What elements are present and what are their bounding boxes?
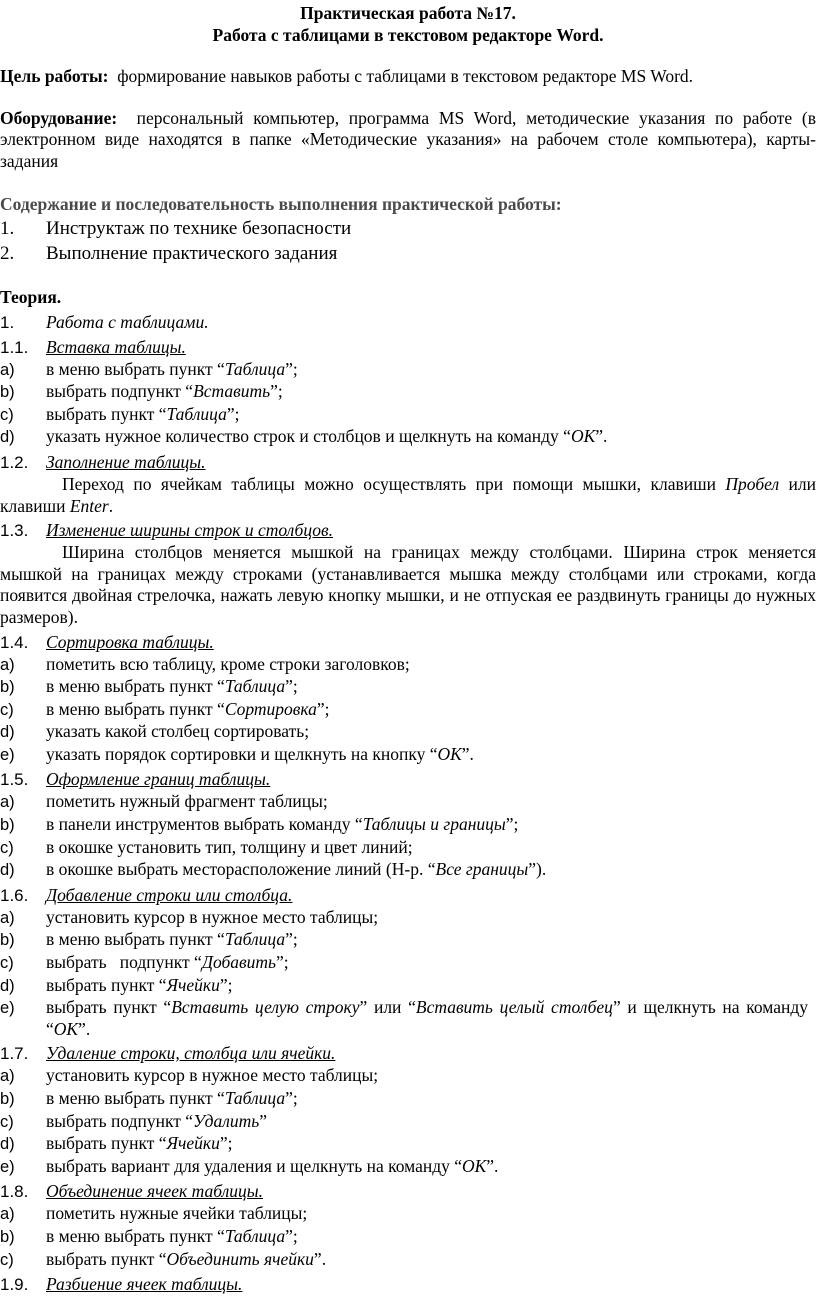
list-text-end: ”;: [285, 676, 298, 697]
list-item: [0, 929, 816, 952]
list-emphasis: Удалить: [193, 1110, 260, 1131]
list-text-end: ”: [259, 1110, 267, 1131]
list-emphasis: Сортировка: [224, 698, 317, 719]
list-label: b): [0, 1227, 15, 1246]
list-label: d): [0, 861, 15, 880]
list-item: [0, 404, 816, 427]
list-emphasis: Вставить целую строку: [171, 997, 360, 1018]
paragraph-text: Переход по ячейкам таблицы можно осуществлять при помощи мышки, клавиши: [62, 473, 726, 494]
list-label: e): [0, 745, 15, 764]
list-text: указать какой столбец сортировать;: [46, 721, 310, 742]
list-label: a): [0, 655, 15, 674]
list-text-end: ”.: [313, 1248, 327, 1269]
list-label: e): [0, 1157, 15, 1176]
section-title: Заполнение таблицы.: [46, 451, 206, 472]
section-1-7-title: [0, 1042, 816, 1065]
list-emphasis: Таблица: [224, 1088, 286, 1108]
list-label: a): [0, 1205, 15, 1224]
list-text: в меню выбрать пункт “: [46, 698, 225, 719]
section-1-8-title: [0, 1180, 816, 1203]
list-text-end: ”;: [226, 403, 240, 424]
section-1-6-title: [0, 884, 816, 907]
content-item-number: 2.: [0, 242, 15, 264]
list-emphasis: ОК: [437, 743, 462, 764]
list-label: c): [0, 954, 14, 973]
list-label: a): [0, 360, 15, 379]
list-label: b): [0, 816, 15, 835]
list-item: [0, 975, 816, 998]
list-text-end: ”;: [285, 358, 298, 379]
list-text-end: ”;: [505, 814, 519, 835]
list-item: [0, 359, 816, 382]
list-item: [0, 1156, 816, 1179]
list-text-end: ”.: [486, 1155, 499, 1176]
theory-heading: Теория.: [0, 286, 62, 307]
list-emphasis: Объединить ячейки: [166, 1248, 314, 1269]
list-item: [0, 952, 816, 975]
list-label: c): [0, 1112, 14, 1131]
section-number: 1.4.: [0, 632, 29, 652]
section-1-1-title: [0, 336, 816, 359]
list-label: a): [0, 908, 15, 927]
content-heading: Содержание и последовательность выполнения практической работы:: [0, 194, 562, 215]
list-text-end: ”.: [461, 743, 474, 764]
list-item: [0, 699, 816, 722]
list-emphasis: Таблица: [224, 676, 286, 697]
list-label: e): [0, 999, 15, 1018]
section-number: 1.2.: [0, 452, 29, 472]
list-text: выбрать пункт “: [46, 1248, 167, 1269]
list-text-end: ”;: [285, 929, 298, 950]
list-emphasis: ОК: [53, 1018, 79, 1039]
section-title: Сортировка таблицы.: [46, 631, 214, 652]
list-text: в окошке установить тип, толщину и цвет линий;: [46, 836, 413, 857]
list-item: [0, 1203, 816, 1226]
section-title: Вставка таблицы.: [46, 336, 186, 357]
section-number: 1.5.: [0, 770, 29, 790]
list-label: d): [0, 1135, 15, 1154]
content-item: [0, 241, 816, 266]
list-text: в меню выбрать пункт “: [46, 1225, 225, 1246]
list-text: ” или “: [359, 997, 416, 1018]
section-number: 1.8.: [0, 1182, 29, 1202]
content-item: [0, 216, 816, 241]
section-number: 1.: [0, 312, 15, 332]
section-number: 1.9.: [0, 1275, 29, 1295]
list-item: [0, 1133, 816, 1156]
equipment-paragraph: [0, 108, 816, 173]
section-1-3-title: [0, 519, 816, 542]
list-emphasis: Таблица: [224, 358, 286, 379]
list-emphasis: Таблица: [166, 403, 227, 424]
section-1-9-title: [0, 1273, 816, 1296]
paragraph-text: или клавиши: [0, 473, 816, 516]
section-title: Работа с таблицами.: [46, 311, 209, 332]
section-title: Разбиение ячеек таблицы.: [46, 1274, 243, 1295]
list-emphasis: Ячейки: [166, 974, 220, 995]
list-label: c): [0, 405, 14, 424]
paragraph-emphasis: Enter: [69, 495, 109, 516]
theory-main-title: [0, 311, 816, 334]
list-item: [0, 907, 816, 930]
list-item: [0, 426, 816, 449]
section-title: Удаление строки, столбца или ячейки.: [46, 1043, 336, 1064]
list-text: пометить нужные ячейки таблицы;: [46, 1203, 308, 1224]
list-emphasis: Все границы: [435, 859, 529, 880]
section-1-3-paragraph: Ширина столбцов меняется мышкой на границах между столбцами. Ширина строк меняется мышкой на границах между строками (устанавливается мышка между столбцами или строками, когда появится двойная стрелочка, нажать левую кнопку мышки, и не отпуская ее раздвинуть границы до нужных размеров).: [0, 542, 816, 627]
list-text: выбрать подпункт “: [46, 1110, 194, 1131]
list-label: a): [0, 1067, 15, 1086]
section-title: Объединение ячеек таблицы.: [46, 1181, 263, 1202]
list-text-end: ”.: [595, 426, 608, 447]
list-label: c): [0, 700, 14, 719]
content-item-text: Выполнение практического задания: [46, 242, 338, 264]
list-text: выбрать пункт “: [46, 1133, 167, 1154]
list-text: выбрать подпункт “: [46, 381, 194, 402]
list-label: b): [0, 383, 15, 402]
list-item: [0, 721, 816, 744]
list-label: c): [0, 838, 14, 857]
list-text-end: ”.: [78, 1018, 91, 1039]
list-text: в панели инструментов выбрать команду “: [46, 814, 363, 835]
list-text: установить курсор в нужное место таблицы;: [46, 1065, 379, 1086]
list-item: [0, 997, 816, 1040]
section-number: 1.1.: [0, 337, 29, 357]
list-item: [0, 654, 816, 677]
list-text: выбрать подпункт “: [46, 952, 202, 973]
list-label: c): [0, 1250, 14, 1269]
list-item: [0, 381, 816, 404]
list-text-end: ”;: [285, 1088, 298, 1108]
section-title: Оформление границ таблицы.: [46, 769, 271, 790]
list-label: d): [0, 428, 15, 447]
list-emphasis: Добавить: [201, 952, 276, 973]
list-item: [0, 837, 816, 860]
list-emphasis: Таблица: [224, 929, 286, 950]
list-text: в окошке выбрать месторасположение линий (Н-р. “: [46, 859, 436, 880]
list-text-end: ”;: [270, 381, 283, 402]
section-1-2-paragraph: [0, 474, 816, 517]
list-text: в меню выбрать пункт “: [46, 1088, 225, 1108]
goal-paragraph: [0, 66, 816, 88]
equipment-text: персональный компьютер, программа MS Word, методические указания по работе (в электронном виде находятся в папке «Методические указания» на рабочем столе компьютера), карты-задания: [0, 107, 816, 171]
list-text: выбрать пункт “: [46, 403, 167, 424]
list-item: [0, 744, 816, 767]
list-label: a): [0, 793, 15, 812]
section-number: 1.7.: [0, 1044, 29, 1064]
list-text: в меню выбрать пункт “: [46, 676, 225, 697]
list-emphasis: Вставить целый столбец: [415, 997, 613, 1018]
list-text-end: ”).: [528, 859, 547, 880]
list-text: указать нужное количество строк и столбцов и щелкнуть на команду “: [46, 426, 571, 447]
section-title: Добавление строки или столбца.: [46, 884, 293, 905]
list-text: выбрать пункт “: [46, 997, 172, 1018]
list-item: [0, 791, 816, 814]
list-item: [0, 676, 816, 699]
list-text-end: ”;: [219, 1133, 233, 1154]
list-label: d): [0, 723, 15, 742]
list-text: указать порядок сортировки и щелкнуть на кнопку “: [46, 743, 438, 764]
page-subtitle: Работа с таблицами в текстовом редакторе Word.: [212, 25, 604, 45]
list-text-end: ”;: [285, 1225, 298, 1246]
list-emphasis: Таблицы и границы: [362, 814, 506, 835]
list-text: в меню выбрать пункт “: [46, 358, 225, 379]
list-text: установить курсор в нужное место таблицы;: [46, 906, 379, 927]
list-text-end: ”;: [275, 952, 289, 973]
list-text: пометить нужный фрагмент таблицы;: [46, 791, 328, 812]
list-emphasis: Вставить: [193, 381, 271, 402]
equipment-label: Оборудование:: [0, 107, 118, 128]
list-text-end: ”;: [316, 698, 330, 719]
list-item: [0, 1088, 816, 1111]
section-1-2-title: [0, 451, 816, 474]
list-text: пометить всю таблицу, кроме строки заголовков;: [46, 653, 410, 674]
goal-text: формирование навыков работы с таблицами в текстовом редакторе MS Word.: [117, 66, 694, 86]
content-item-number: 1.: [0, 217, 15, 239]
list-item: [0, 1065, 816, 1088]
section-number: 1.3.: [0, 521, 29, 541]
list-emphasis: ОК: [570, 426, 596, 447]
list-item: [0, 1249, 816, 1272]
list-label: d): [0, 976, 15, 995]
paragraph-emphasis: Пробел: [725, 473, 780, 494]
list-emphasis: Таблица: [224, 1225, 286, 1246]
content-item-text: Инструктаж по технике безопасности: [46, 217, 352, 239]
list-item: [0, 814, 816, 837]
goal-label: Цель работы:: [0, 66, 109, 86]
list-label: b): [0, 678, 15, 697]
list-text: выбрать пункт “: [46, 974, 167, 995]
list-emphasis: ОК: [462, 1155, 487, 1176]
list-item: [0, 859, 816, 882]
page-title: Практическая работа №17.: [300, 3, 516, 23]
list-item: [0, 1226, 816, 1249]
list-text: ” и щелкнуть на команду “: [46, 997, 808, 1039]
list-label: b): [0, 1090, 15, 1108]
list-text-end: ”;: [219, 974, 233, 995]
paragraph-text: .: [108, 495, 114, 516]
list-emphasis: Ячейки: [166, 1133, 220, 1154]
list-text: в меню выбрать пункт “: [46, 929, 225, 950]
section-number: 1.6.: [0, 885, 29, 905]
section-1-5-title: [0, 768, 816, 791]
list-item: [0, 1111, 816, 1134]
list-label: b): [0, 931, 15, 950]
section-1-4-title: [0, 631, 816, 654]
section-title: Изменение ширины строк и столбцов.: [46, 520, 333, 541]
list-text: выбрать вариант для удаления и щелкнуть на команду “: [46, 1155, 463, 1176]
